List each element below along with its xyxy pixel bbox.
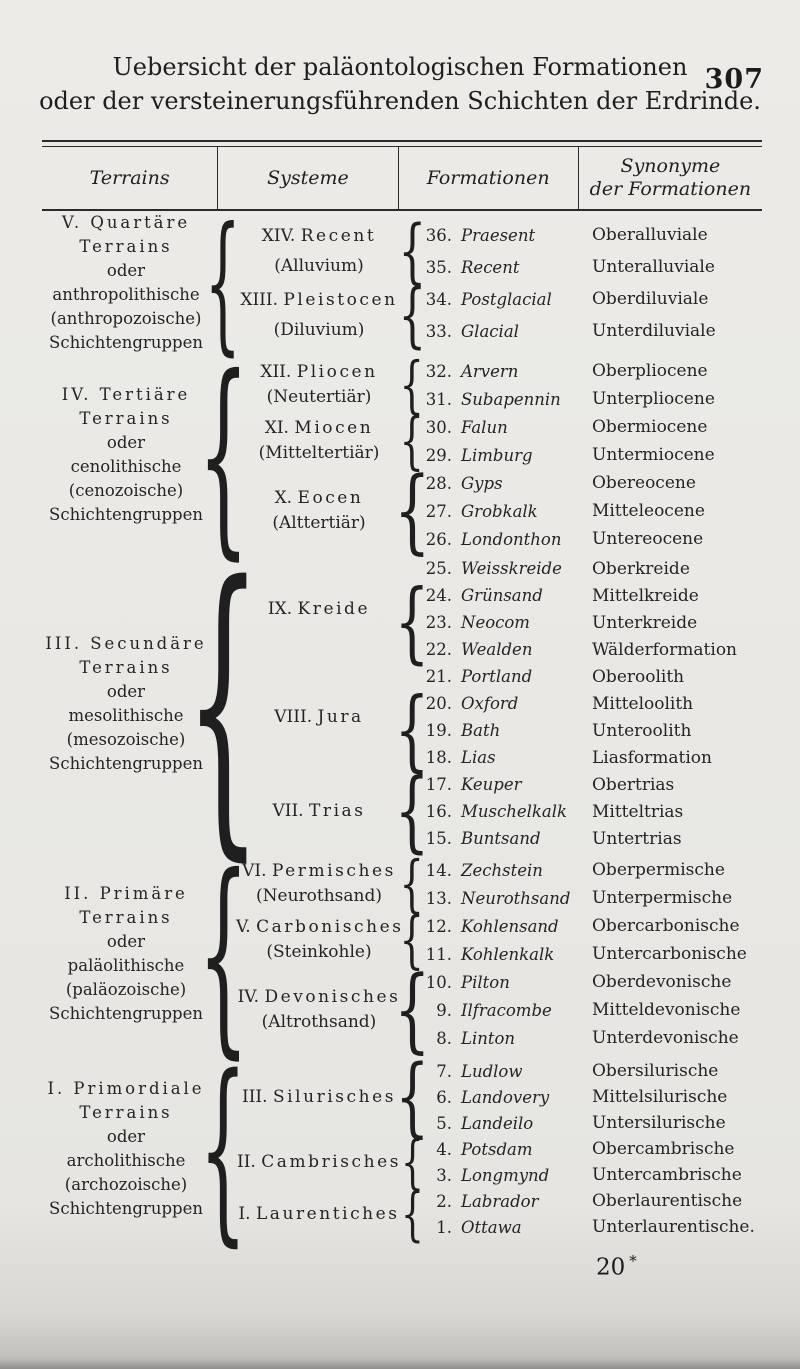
terrain-line: paläolithische — [67, 956, 185, 975]
system-subtitle: (Steinkohle) — [266, 942, 372, 962]
formation-name: Weisskreide — [461, 559, 562, 578]
formation-name: Labrador — [461, 1191, 539, 1211]
terrain-line: oder — [106, 1127, 146, 1146]
formation-entry — [422, 357, 572, 385]
formation-number: 12. — [425, 916, 452, 936]
terrain-line: Schichtengruppen — [49, 753, 203, 773]
formation-entry — [422, 1136, 572, 1162]
group-section-ii-primaere — [42, 856, 762, 1052]
formation-entry — [422, 1162, 572, 1188]
system-numeral: II. — [237, 1151, 256, 1172]
formation-entry — [422, 1058, 572, 1084]
terrain-label — [42, 383, 210, 527]
formation-entry — [422, 497, 572, 525]
system-name: Pliocen — [296, 362, 378, 382]
formation-synonym: Unterdiluviale — [592, 321, 716, 341]
formation-synonym: Unterlaurentische. — [592, 1217, 755, 1237]
table-header-row — [42, 147, 762, 211]
formation-name: Praesent — [461, 225, 536, 245]
formation-synonym: Obermiocene — [592, 417, 708, 437]
system-numeral: X. — [274, 488, 293, 508]
formation-name: Keuper — [461, 775, 522, 794]
formation-name: Subapennin — [461, 389, 561, 409]
group-brace-icon — [210, 219, 236, 347]
formation-synonym: Obertrias — [592, 774, 675, 795]
system-numeral: VIII. — [274, 706, 313, 727]
formation-entry — [422, 441, 572, 469]
formation-synonym: Liasformation — [592, 747, 712, 768]
terrain-line: Schichtengruppen — [49, 505, 203, 524]
formation-synonym: Untersilurische — [592, 1113, 726, 1133]
formation-number: 1. — [436, 1217, 452, 1237]
system-name: Pleistocen — [283, 290, 398, 310]
formation-brace-icon — [402, 283, 422, 347]
system-numeral: IV. — [237, 987, 260, 1007]
formation-entry — [422, 825, 572, 852]
formation-name: Grobkalk — [461, 501, 538, 521]
group-section-i-primordiale — [42, 1058, 762, 1240]
system-name: Carbonisches — [256, 917, 404, 937]
system-label — [236, 285, 402, 345]
formation-number: 8. — [436, 1028, 452, 1048]
system-subtitle: (Mitteltertiär) — [258, 443, 380, 463]
formation-name: Grünsand — [461, 586, 543, 605]
title-line-2: oder der versteinerungsführenden Schichten der Erdrinde. — [39, 87, 761, 115]
terrain-label — [42, 1077, 210, 1221]
formation-number: 33. — [425, 321, 452, 341]
formation-name: Buntsand — [461, 829, 541, 848]
formation-entry — [422, 251, 572, 283]
formation-entry — [422, 717, 572, 744]
header-terrains — [42, 147, 217, 209]
formation-synonym: Unterpliocene — [592, 389, 715, 409]
system-subtitle: (Altrothsand) — [261, 1012, 377, 1032]
system-name: Permisches — [271, 861, 396, 881]
system-subtitle: (Neurothsand) — [256, 886, 382, 906]
formation-synonym: Untertrias — [592, 828, 682, 849]
formation-synonym: Untercambrische — [592, 1165, 742, 1185]
terrain-line: (mesozoische) — [66, 729, 186, 749]
group-section-iv-tertiaere — [42, 357, 762, 553]
system-subtitle: (Alttertiär) — [272, 513, 366, 533]
terrain-line: (anthropozoische) — [50, 309, 202, 328]
terrain-line: Schichtengruppen — [49, 1199, 203, 1218]
formation-entry — [422, 771, 572, 798]
terrain-line: oder — [106, 433, 146, 452]
formation-name: Portland — [461, 667, 533, 686]
system-label — [236, 1150, 402, 1175]
system-label — [236, 1085, 402, 1110]
system-label — [236, 360, 402, 410]
terrain-line: I. Primordiale — [47, 1079, 205, 1098]
formation-number: 21. — [425, 667, 452, 686]
system-name: Devonisches — [264, 987, 401, 1007]
terrain-label — [42, 882, 210, 1026]
formation-number: 4. — [436, 1139, 452, 1159]
formation-entry — [422, 798, 572, 825]
system-subtitle: (Alluvium) — [274, 256, 364, 276]
terrain-line: (paläozoische) — [65, 980, 187, 999]
formation-entry — [422, 525, 572, 553]
formation-name: Limburg — [461, 445, 533, 465]
system-subtitle: (Neutertiär) — [266, 387, 372, 407]
system-label — [236, 1202, 402, 1227]
formation-entry — [422, 1188, 572, 1214]
formation-synonym: Unteroolith — [592, 720, 692, 741]
system-numeral: XIV. — [261, 226, 296, 246]
formation-synonym: Oberpliocene — [592, 361, 708, 381]
terrain-line: anthropolithische — [52, 285, 200, 304]
terrain-line: (cenozoische) — [68, 481, 184, 500]
formation-brace-icon — [402, 968, 422, 1052]
page-bottom-shadow — [0, 1359, 800, 1369]
formation-number: 11. — [425, 944, 452, 964]
formation-name: Neocom — [461, 613, 530, 632]
formation-entry — [422, 884, 572, 912]
formation-synonym: Mitteltrias — [592, 801, 684, 822]
formation-name: Kohlenkalk — [461, 944, 555, 964]
terrain-line: IV. Tertiäre — [61, 385, 191, 404]
formation-name: Pilton — [461, 972, 510, 992]
formation-number: 14. — [425, 860, 452, 880]
formation-entry — [422, 940, 572, 968]
formation-brace-icon — [402, 1058, 422, 1136]
formation-entry — [422, 469, 572, 497]
formation-name: Kohlensand — [461, 916, 559, 936]
formation-synonym: Mittelkreide — [592, 585, 699, 606]
formation-name: Ilfracombe — [461, 1000, 552, 1020]
system-numeral: XIII. — [240, 290, 279, 310]
system-name: Miocen — [294, 418, 374, 438]
formation-synonym: Obereocene — [592, 473, 696, 493]
formation-entry — [422, 385, 572, 413]
formation-name: Landovery — [461, 1087, 550, 1107]
header-synonyme-line2: der Formationen — [589, 178, 752, 200]
formation-entry — [422, 856, 572, 884]
formation-name: Londonthon — [461, 529, 562, 549]
formation-synonym: Oberdevonische — [592, 972, 732, 992]
terrain-line: Terrains — [79, 237, 173, 256]
formation-name: Muschelkalk — [461, 802, 568, 821]
formation-name: Linton — [461, 1028, 516, 1048]
formation-name: Lias — [461, 748, 496, 767]
formation-number: 28. — [425, 473, 452, 493]
formation-number: 6. — [436, 1087, 452, 1107]
formation-synonym: Mitteleocene — [592, 501, 705, 521]
terrain-line: II. Primäre — [64, 884, 188, 903]
formation-name: Recent — [461, 257, 520, 277]
formation-name: Landeilo — [461, 1113, 534, 1133]
formation-number: 24. — [425, 586, 452, 605]
formation-name: Glacial — [461, 321, 519, 341]
formation-entry — [422, 636, 572, 663]
terrain-line: III. Secundäre — [45, 633, 207, 653]
terrain-label — [42, 211, 210, 355]
group-brace-icon — [210, 856, 236, 1052]
formation-entry — [422, 315, 572, 347]
formation-name: Ludlow — [461, 1061, 523, 1081]
formation-entry — [422, 413, 572, 441]
header-synonyme — [578, 147, 762, 209]
system-label — [236, 416, 402, 466]
formation-name: Gyps — [461, 473, 503, 493]
header-formationen-label: Formationen — [426, 166, 550, 189]
formation-synonym: Untercarbonische — [592, 944, 747, 964]
page-title — [28, 50, 772, 118]
system-numeral: XI. — [264, 418, 289, 438]
system-name: Cambrisches — [261, 1151, 401, 1172]
formation-number: 26. — [425, 529, 452, 549]
formation-entry — [422, 555, 572, 582]
terrain-line: mesolithische — [68, 705, 184, 725]
system-numeral: V. — [236, 917, 251, 937]
formation-synonym: Mitteloolith — [592, 693, 694, 714]
formation-number: 15. — [425, 829, 452, 848]
formation-synonym: Unteralluviale — [592, 257, 715, 277]
formation-entry — [422, 1110, 572, 1136]
formation-brace-icon — [402, 582, 422, 663]
formation-number: 35. — [425, 257, 452, 277]
formation-number: 20. — [425, 694, 452, 713]
formation-number: 29. — [425, 445, 452, 465]
formation-synonym: Obercambrische — [592, 1139, 735, 1159]
system-numeral: I. — [238, 1203, 251, 1224]
system-numeral: VI. — [242, 861, 267, 881]
formation-number: 10. — [425, 972, 452, 992]
formation-number: 34. — [425, 289, 452, 309]
formation-number: 7. — [436, 1061, 452, 1081]
system-numeral: IX. — [267, 598, 293, 619]
formation-brace-icon — [402, 469, 422, 553]
group-brace-icon — [210, 555, 236, 852]
formations-table — [42, 140, 762, 1281]
formation-number: 22. — [425, 640, 452, 659]
formation-name: Zechstein — [461, 860, 543, 880]
terrain-line: Terrains — [79, 657, 173, 677]
terrain-line: cenolithische — [70, 457, 182, 476]
formation-synonym: Oberalluviale — [592, 225, 708, 245]
system-label — [236, 915, 402, 965]
formation-name: Potsdam — [461, 1139, 533, 1159]
formation-number: 25. — [425, 559, 452, 578]
system-name: Jura — [317, 706, 364, 727]
system-name: Laurentiches — [255, 1203, 400, 1224]
formation-synonym: Untereocene — [592, 529, 704, 549]
formation-number: 13. — [425, 888, 452, 908]
formation-number: 3. — [436, 1165, 452, 1185]
formation-number: 18. — [425, 748, 452, 767]
header-systeme — [217, 147, 397, 209]
system-name: Eocen — [297, 488, 364, 508]
formation-entry — [422, 1024, 572, 1052]
formation-synonym: Oberpermische — [592, 860, 725, 880]
formation-entry — [422, 283, 572, 315]
formation-name: Postglacial — [461, 289, 552, 309]
formation-number: 9. — [436, 1000, 452, 1020]
page-number: 307 — [704, 64, 764, 95]
group-section-v-quartaere — [42, 213, 762, 352]
formation-number: 36. — [425, 225, 452, 245]
formation-number: 2. — [436, 1191, 452, 1211]
formation-synonym: Unterdevonische — [592, 1028, 739, 1048]
formation-entry — [422, 609, 572, 636]
formation-synonym: Unterkreide — [592, 612, 698, 633]
terrain-line: oder — [106, 932, 146, 951]
formation-name: Arvern — [461, 361, 519, 381]
printer-signature-star: * — [629, 1252, 637, 1270]
formation-name: Neurothsand — [461, 888, 571, 908]
terrain-line: Terrains — [79, 1103, 173, 1122]
terrain-line: oder — [106, 681, 146, 701]
formation-brace-icon — [402, 1188, 422, 1240]
formation-synonym: Oberdiluviale — [592, 289, 709, 309]
formation-name: Wealden — [461, 640, 533, 659]
formation-synonym: Oberlaurentische — [592, 1191, 743, 1211]
system-name: Kreide — [297, 598, 371, 619]
formation-synonym: Mittelsilurische — [592, 1087, 728, 1107]
system-numeral: VII. — [272, 801, 304, 821]
formation-entry — [422, 1214, 572, 1240]
printer-signature-number: 20 — [596, 1254, 626, 1281]
formation-number: 17. — [425, 775, 452, 794]
formation-synonym: Obercarbonische — [592, 916, 740, 936]
formation-synonym: Unterpermische — [592, 888, 733, 908]
formation-number: 27. — [425, 501, 452, 521]
formation-number: 19. — [425, 721, 452, 740]
system-subtitle: (Diluvium) — [273, 320, 365, 340]
system-label — [236, 985, 402, 1035]
formation-number: 32. — [425, 361, 452, 381]
formation-synonym: Oberoolith — [592, 666, 685, 687]
table-top-double-rule — [42, 140, 762, 147]
printer-signature — [596, 1252, 762, 1281]
formation-name: Longmynd — [461, 1165, 550, 1185]
formation-entry — [422, 1084, 572, 1110]
terrain-line: archolithische — [66, 1151, 186, 1170]
header-systeme-label: Systeme — [267, 166, 349, 189]
terrain-line: Schichtengruppen — [49, 333, 203, 352]
formation-number: 31. — [425, 389, 452, 409]
formation-name: Bath — [461, 721, 501, 740]
formation-entry — [422, 690, 572, 717]
header-terrains-label: Terrains — [89, 166, 170, 189]
terrain-line: Terrains — [79, 409, 173, 428]
formation-name: Oxford — [461, 694, 519, 713]
system-numeral: III. — [241, 1086, 268, 1107]
header-formationen — [398, 147, 578, 209]
formation-name: Ottawa — [461, 1217, 522, 1237]
formation-entry — [422, 744, 572, 771]
formation-entry — [422, 968, 572, 996]
system-numeral: XII. — [260, 362, 292, 382]
formation-number: 5. — [436, 1113, 452, 1133]
formation-name: Falun — [461, 417, 508, 437]
formation-synonym: Obersilurische — [592, 1061, 719, 1081]
terrain-line: V. Quartäre — [61, 213, 191, 232]
group-section-iii-secundaere — [42, 555, 762, 852]
formation-synonym: Mitteldevonische — [592, 1000, 741, 1020]
terrain-line: Terrains — [79, 908, 173, 927]
system-label — [236, 221, 402, 281]
formation-entry — [422, 582, 572, 609]
group-brace-icon — [210, 1058, 236, 1240]
terrain-line: Schichtengruppen — [49, 1004, 203, 1023]
formation-synonym: Oberkreide — [592, 558, 690, 579]
formation-entry — [422, 912, 572, 940]
header-synonyme-line1: Synonyme — [620, 155, 721, 177]
formation-number: 23. — [425, 613, 452, 632]
system-name: Recent — [300, 226, 377, 246]
terrain-line: oder — [106, 261, 146, 280]
formation-synonym: Wälderformation — [592, 639, 737, 660]
formation-number: 30. — [425, 417, 452, 437]
formation-number: 16. — [425, 802, 452, 821]
terrain-line: (archozoische) — [64, 1175, 188, 1194]
formation-entry — [422, 663, 572, 690]
formation-entry — [422, 219, 572, 251]
formation-brace-icon — [402, 771, 422, 852]
system-name: Silurisches — [272, 1086, 397, 1107]
formation-entry — [422, 996, 572, 1024]
title-line-1: Uebersicht der paläontologischen Formationen — [112, 53, 688, 81]
system-name: Trias — [309, 801, 366, 821]
formation-synonym: Untermiocene — [592, 445, 715, 465]
